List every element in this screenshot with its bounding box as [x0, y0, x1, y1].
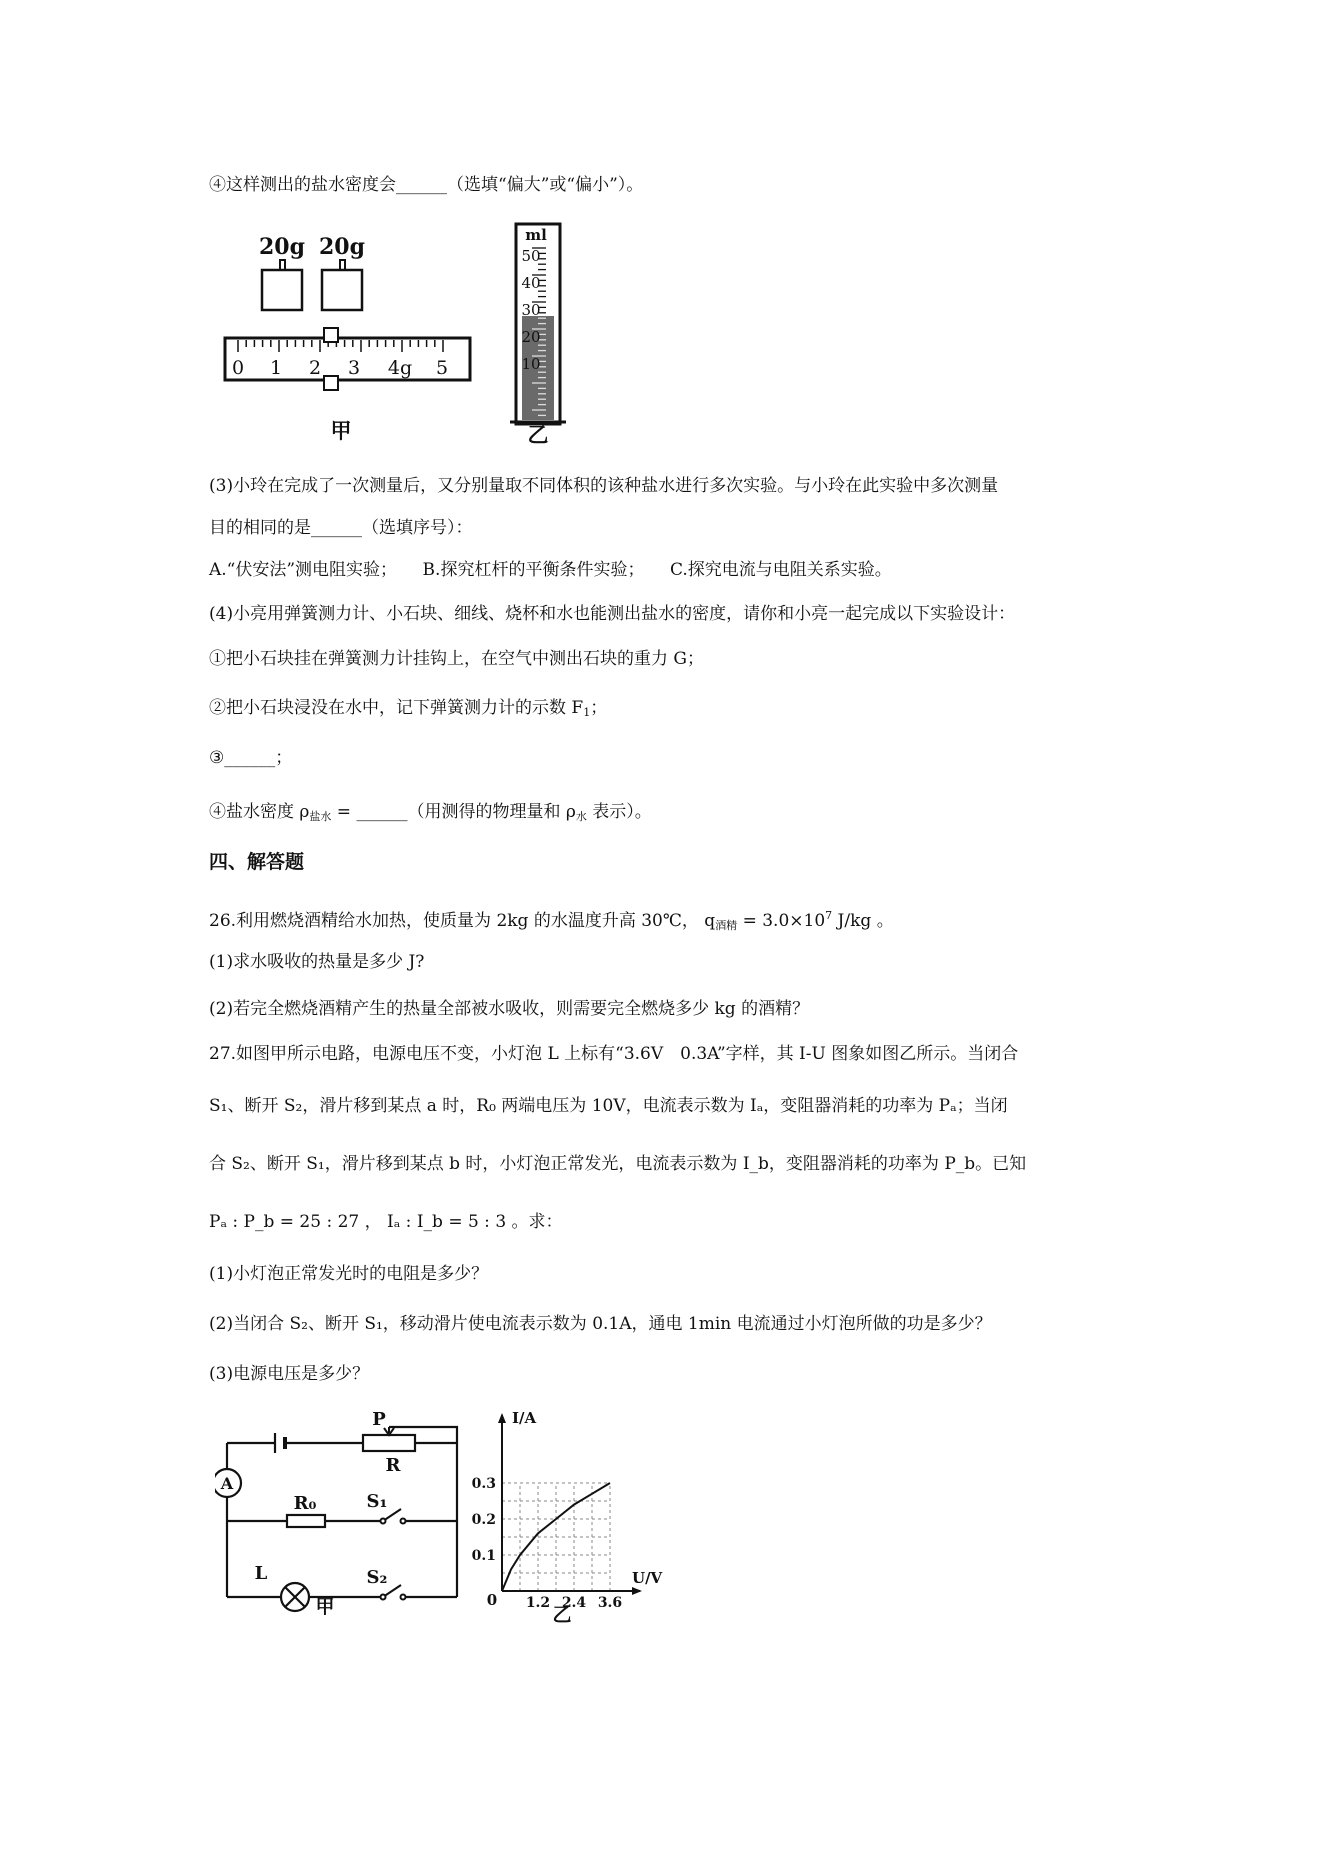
cylinder-mark: 30	[521, 301, 541, 319]
text-line: ①把小石块挂在弹簧测力计挂钩上，在空气中测出石块的重力 G；	[209, 649, 704, 669]
scale-label: 1	[269, 357, 283, 379]
figure-caption: 乙	[527, 422, 549, 446]
x-tick-label: 3.6	[597, 1595, 623, 1611]
rheostat-label: R	[385, 1455, 401, 1476]
y-tick-label: 0.1	[472, 1548, 496, 1564]
text-line: 目的相同的是______（选填序号）：	[209, 518, 473, 538]
scale-label: 5	[435, 357, 449, 379]
text-segment: ②把小石块浸没在水中，记下弹簧测力计的示数 F	[209, 698, 584, 718]
text-line: (2)若完全燃烧酒精产生的热量全部被水吸收，则需要完全燃烧多少 kg 的酒精？	[209, 999, 810, 1019]
scale-label: 4g	[387, 357, 413, 379]
x-axis-arrow-icon	[632, 1587, 642, 1595]
text-segment: = ______（用测得的物理量和 ρ	[331, 802, 576, 822]
lamp-icon	[281, 1583, 309, 1611]
cylinder-mark: 10	[521, 355, 541, 373]
figure-caption: 甲	[315, 1596, 335, 1615]
weight-block-icon	[262, 260, 302, 310]
figure-caption: 乙	[552, 1604, 572, 1625]
cylinder-unit: ml	[525, 226, 547, 244]
text-line: (1)小灯泡正常发光时的电阻是多少？	[209, 1264, 489, 1284]
text-line: ④这样测出的盐水密度会______（选填“偏大”或“偏小”）。	[209, 175, 644, 195]
subscript: 酒精	[715, 919, 738, 932]
slider-label: P	[372, 1409, 386, 1430]
resistor-label: R₀	[293, 1493, 317, 1514]
balance-and-cylinder-figure	[220, 216, 580, 446]
subscript: 盐水	[309, 810, 332, 823]
section-heading: 四、解答题	[209, 851, 305, 873]
text-line: (4)小亮用弹簧测力计、小石块、细线、烧杯和水也能测出盐水的密度，请你和小亮一起完成以下实验设计：	[209, 604, 1016, 624]
iu-graph	[472, 1405, 672, 1625]
cylinder-mark: 50	[521, 247, 541, 265]
y-axis-arrow-icon	[498, 1413, 506, 1423]
x-tick-label: 2.4	[561, 1595, 587, 1611]
cylinder-mark: 40	[521, 274, 541, 292]
graph-grid	[502, 1483, 610, 1591]
ammeter-label: A	[220, 1474, 234, 1493]
text-line: S₁、断开 S₂，滑片移到某点 a 时，R₀ 两端电压为 10V，电流表示数为 Iₐ，变阻器消耗的功率为 Pₐ；当闭	[209, 1096, 1008, 1116]
text-line	[209, 800, 1129, 829]
text-line: (3)小玲在完成了一次测量后，又分别量取不同体积的该种盐水进行多次实验。与小玲在此实验中多次测量	[209, 476, 999, 496]
scale-label: 0	[231, 357, 245, 379]
y-axis-label: I/A	[512, 1409, 537, 1427]
text-line	[209, 904, 1129, 938]
x-tick-label: 1.2	[525, 1595, 551, 1611]
switch-label: S₂	[366, 1567, 388, 1588]
text-segment: = 3.0×10	[737, 911, 826, 931]
text-line: (1)求水吸收的热量是多少 J?	[209, 952, 425, 972]
text-line: Pₐ : P_b = 25 : 27 ， Iₐ : I_b = 5 : 3 。求：	[209, 1212, 563, 1232]
text-line: 27.如图甲所示电路，电源电压不变，小灯泡 L 上标有“3.6V 0.3A”字样，其 I-U 图象如图乙所示。当闭合	[209, 1044, 1019, 1064]
switch-label: S₁	[366, 1491, 388, 1512]
weight-label: 20g	[319, 234, 365, 260]
text-line: 合 S₂、断开 S₁，滑片移到某点 b 时，小灯泡正常发光，电流表示数为 I_b，变阻器消耗的功率为 P_b。已知	[209, 1154, 1027, 1174]
battery-icon	[275, 1433, 285, 1453]
text-line: (2)当闭合 S₂、断开 S₁，移动滑片使电流表示数为 0.1A，通电 1min 电流通过小灯泡所做的功是多少？	[209, 1314, 992, 1334]
text-line: (3)电源电压是多少？	[209, 1364, 370, 1384]
y-tick-label: 0.3	[472, 1476, 496, 1492]
x-axis-label: U/V	[632, 1569, 663, 1587]
subscript: 1	[583, 706, 591, 719]
y-tick-label: 0.2	[472, 1512, 496, 1528]
text-segment: 26.利用燃烧酒精给水加热，使质量为 2kg 的水温度升高 30℃， q	[209, 911, 716, 931]
scale-label: 2	[308, 357, 322, 379]
text-line: ③______；	[209, 748, 293, 768]
text-segment: J/kg 。	[832, 911, 894, 931]
text-segment: 表示）。	[586, 802, 652, 822]
circuit-diagram	[215, 1405, 465, 1615]
cylinder-mark: 20	[521, 328, 541, 346]
scale-label: 3	[347, 357, 361, 379]
text-line	[209, 696, 1129, 725]
superscript: 7	[825, 909, 833, 922]
text-line: A.“伏安法”测电阻实验； B.探究杠杆的平衡条件实验； C.探究电流与电阻关系实验。	[209, 560, 892, 580]
weight-block-icon	[322, 260, 362, 310]
subscript: 水	[575, 810, 587, 823]
fixed-resistor-icon	[287, 1515, 325, 1527]
lamp-label: L	[254, 1563, 268, 1584]
origin-label: 0	[486, 1591, 498, 1609]
text-segment: ④盐水密度 ρ	[209, 802, 310, 822]
figure-caption: 甲	[330, 418, 352, 443]
text-segment: ；	[590, 698, 608, 718]
weight-label: 20g	[259, 234, 305, 260]
rheostat-resistor-icon	[363, 1435, 415, 1451]
